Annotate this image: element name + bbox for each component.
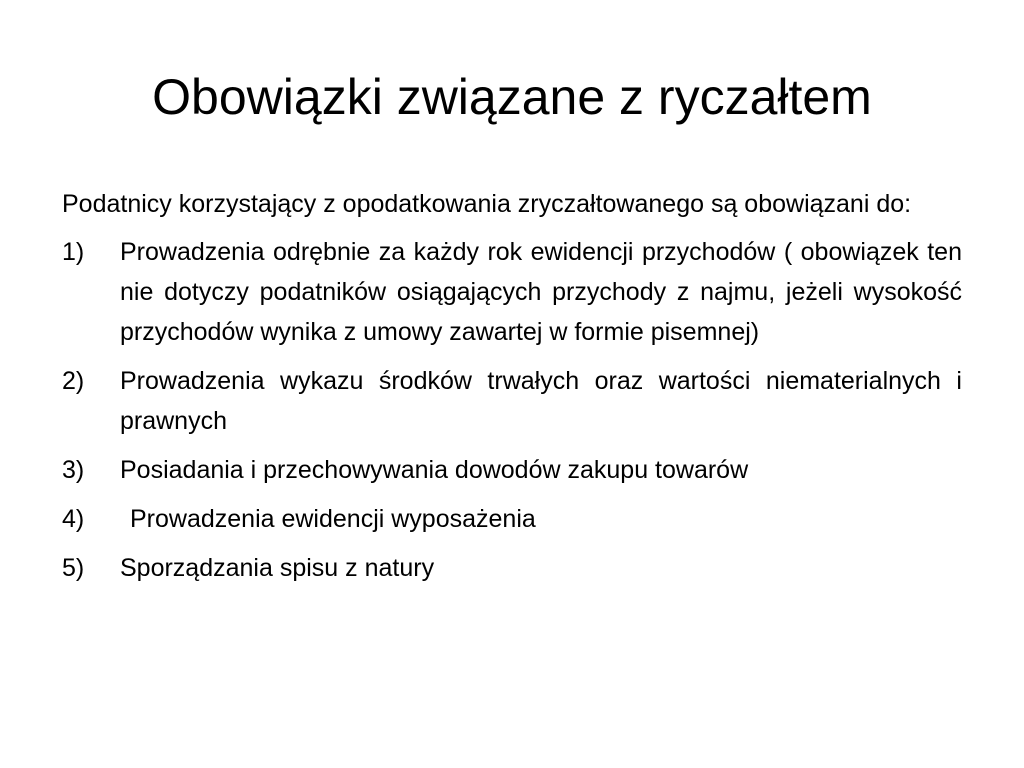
list-item-number: 3): [62, 456, 85, 484]
list-item-number: 2): [62, 367, 85, 395]
list-item-number: 4): [62, 505, 85, 533]
intro-paragraph: Podatnicy korzystający z opodatkowania zryczałtowanego są obowiązani do:: [62, 190, 912, 218]
list-item: [62, 450, 962, 490]
obligations-list: [62, 232, 962, 588]
list-item-number: 1): [62, 238, 85, 266]
list-item: [62, 499, 962, 539]
list-item: [62, 548, 962, 588]
list-item: [62, 361, 962, 441]
list-item-text: Prowadzenia ewidencji wyposażenia: [130, 505, 536, 533]
list-item: [62, 232, 962, 352]
slide-title: Obowiązki związane z ryczałtem: [152, 69, 872, 125]
list-item-text: Posiadania i przechowywania dowodów zakupu towarów: [120, 456, 749, 484]
slide-body: [62, 184, 962, 597]
list-item-text: Prowadzenia odrębnie za każdy rok ewidencji przychodów ( obowiązek ten nie dotyczy podatników osiągających przychody z najmu, jeżeli wysokość przychodów wynika z umowy zawartej w formie pisemnej): [120, 238, 962, 346]
list-item-text: Prowadzenia wykazu środków trwałych oraz wartości niematerialnych i prawnych: [120, 367, 962, 435]
list-item-text: Sporządzania spisu z natury: [120, 554, 435, 582]
list-item-number: 5): [62, 554, 85, 582]
